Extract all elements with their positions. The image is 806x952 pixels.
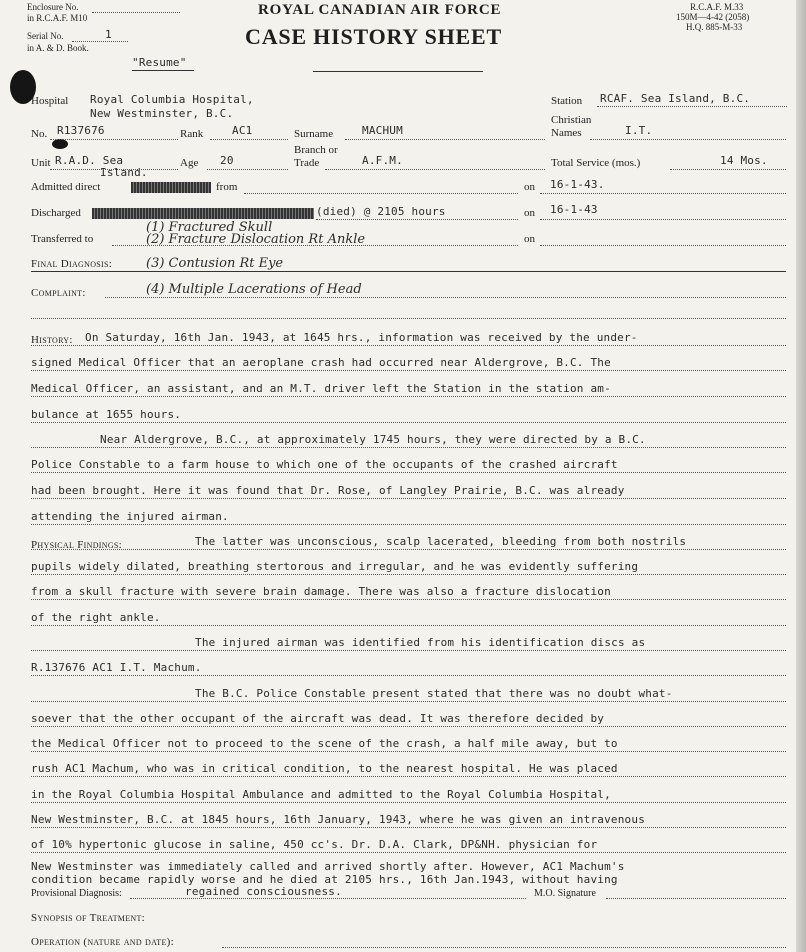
rank-line: [210, 139, 288, 140]
diagnosis-3: (3) Contusion Rt Eye: [146, 256, 284, 271]
ruled-line: [31, 599, 786, 600]
unit-value: R.A.D. Sea: [55, 154, 124, 167]
christian-label-2: Names: [551, 127, 582, 139]
branch-label-1: Branch or: [294, 144, 338, 156]
ink-blot-mark-small: [52, 139, 68, 149]
age-value: 20: [220, 154, 234, 167]
station-value: RCAF. Sea Island, B.C.: [600, 92, 751, 105]
final-diagnosis-label: Final Diagnosis:: [31, 258, 113, 270]
physical-line: from a skull fracture with severe brain damage. There was also a fracture dislocation: [31, 585, 611, 598]
history-line: attending the injured airman.: [31, 510, 229, 523]
discharged-on-value: 16-1-43: [550, 203, 598, 216]
form-code-1: R.C.A.F. M.33: [690, 2, 744, 12]
surname-value: MACHUM: [362, 124, 403, 137]
station-label: Station: [551, 95, 583, 107]
transferred-on-line: [540, 245, 786, 246]
discharged-on-label: on: [524, 207, 535, 219]
physical-line: New Westminster, B.C. at 1845 hours, 16th January, 1943, where he was given an intravenous: [31, 813, 646, 826]
history-line: bulance at 1655 hours.: [31, 408, 182, 421]
total-service-value: 14 Mos.: [720, 154, 768, 167]
history-line: Near Aldergrove, B.C., at approximately 1745 hours, they were directed by a B.C.: [100, 433, 646, 446]
physical-line: R.137676 AC1 I.T. Machum.: [31, 661, 202, 674]
provisional-diagnosis-label: Provisional Diagnosis:: [31, 888, 122, 899]
ruled-line: [31, 549, 786, 550]
resume-label: "Resume": [132, 56, 187, 69]
physical-line: of 10% hypertonic glucose in saline, 450 cc's. Dr. D.A. Clark, DP&NH. physician for: [31, 838, 598, 851]
diagnosis-2: (2) Fracture Dislocation Rt Ankle: [146, 232, 366, 247]
physical-line: The injured airman was identified from his identification discs as: [195, 636, 646, 649]
discharged-label: Discharged: [31, 207, 81, 219]
total-service-line: [670, 169, 786, 170]
no-line: [50, 139, 178, 140]
physical-line: New Westminster was immediately called and arrived shortly after. However, AC1 Machum's: [31, 860, 625, 873]
age-label: Age: [180, 157, 199, 169]
serial-no-label: Serial No.: [27, 31, 64, 41]
transferred-line: [112, 245, 518, 246]
christian-label-1: Christian: [551, 114, 592, 126]
admitted-on-line: [540, 193, 786, 194]
admitted-on-label: on: [524, 181, 535, 193]
ruled-line: [31, 675, 786, 676]
org-title: ROYAL CANADIAN AIR FORCE: [258, 2, 502, 18]
christian-names-value: I.T.: [625, 124, 653, 137]
branch-label-2: Trade: [294, 157, 320, 169]
serial-no-value: 1: [105, 28, 112, 41]
sheet-title: CASE HISTORY SHEET: [245, 24, 502, 49]
in-rcaf-label: in R.C.A.F. M10: [27, 13, 88, 23]
physical-line: condition became rapidly worse and he died at 2105 hrs., 16th Jan.1943, without having: [31, 873, 618, 886]
physical-line-last: regained consciousness.: [185, 885, 342, 898]
serial-no-line: [72, 41, 128, 42]
christian-names-line: [590, 139, 786, 140]
physical-line: pupils widely dilated, breathing stertorous and irregular, and he was evidently suffering: [31, 560, 639, 573]
surname-line: [345, 139, 545, 140]
ruled-line: [31, 396, 786, 397]
ruled-line: [31, 751, 786, 752]
mo-signature-line: [606, 898, 786, 899]
ruled-line: [31, 345, 786, 346]
complaint-line: [105, 297, 786, 298]
total-service-label: Total Service (mos.): [551, 157, 641, 169]
redacted-text-2: [92, 208, 314, 219]
ruled-line: [31, 574, 786, 575]
ruled-line: [31, 827, 786, 828]
ruled-line: [31, 370, 786, 371]
history-label: History:: [31, 334, 73, 346]
ruled-line: [31, 524, 786, 525]
discharged-died-value: (died) @ 2105 hours: [316, 205, 446, 218]
history-line: On Saturday, 16th Jan. 1943, at 1645 hrs., information was received by the under-: [85, 331, 638, 344]
rank-value: AC1: [232, 124, 253, 137]
physical-line: of the right ankle.: [31, 611, 161, 624]
ruled-line: [31, 422, 786, 423]
ruled-line: [31, 472, 786, 473]
no-label: No.: [31, 128, 48, 140]
mo-signature-label: M.O. Signature: [534, 888, 596, 899]
history-line: had been brought. Here it was found that Dr. Rose, of Langley Prairie, B.C. was already: [31, 484, 625, 497]
redacted-text: [131, 182, 211, 193]
in-ad-book-label: in A. & D. Book.: [27, 43, 89, 53]
ruled-line: [31, 776, 786, 777]
final-diagnosis-rule: [31, 271, 786, 272]
enclosure-line: [92, 12, 180, 13]
hospital-label: Hospital: [31, 95, 69, 107]
ruled-line: [31, 726, 786, 727]
complaint-label: Complaint:: [31, 287, 86, 299]
no-value: R137676: [57, 124, 105, 137]
unit-value-2: Island.: [100, 166, 148, 179]
operation-label: Operation (nature and date):: [31, 936, 174, 948]
provisional-line: [130, 898, 526, 899]
physical-line: soever that the other occupant of the aircraft was dead. It was therefore decided by: [31, 712, 605, 725]
hospital-value: Royal Columbia Hospital,: [90, 93, 254, 106]
unit-label: Unit: [31, 157, 51, 169]
ruled-line: [31, 625, 786, 626]
diagnosis-4: (4) Multiple Lacerations of Head: [146, 282, 362, 297]
ruled-line: [31, 447, 786, 448]
physical-line: the Medical Officer not to proceed to the scene of the crash, a half mile away, but to: [31, 737, 618, 750]
form-code-3: H.Q. 885-M-33: [686, 22, 743, 32]
ruled-line: [31, 650, 786, 651]
ruled-line: [31, 498, 786, 499]
history-line: Medical Officer, an assistant, and an M.T. driver left the Station in the station am-: [31, 382, 611, 395]
unit-line: [50, 169, 178, 170]
admitted-from-label: from: [216, 181, 238, 193]
physical-line: The B.C. Police Constable present stated that there was no doubt what-: [195, 687, 673, 700]
admitted-on-value: 16-1-43.: [550, 178, 605, 191]
scan-edge: [796, 0, 806, 952]
station-line: [597, 106, 787, 107]
ruled-line: [31, 701, 786, 702]
physical-line: The latter was unconscious, scalp lacerated, bleeding from both nostrils: [195, 535, 687, 548]
rank-label: Rank: [180, 128, 204, 140]
history-line: signed Medical Officer that an aeroplane crash had occurred near Aldergrove, B.C. The: [31, 356, 611, 369]
ruled-line: [31, 802, 786, 803]
operation-line: [222, 947, 786, 948]
history-line: Police Constable to a farm house to which one of the occupants of the crashed aircraft: [31, 458, 618, 471]
discharged-on-line: [540, 219, 786, 220]
diagnosis-1: (1) Fractured Skull: [146, 220, 273, 235]
surname-label: Surname: [294, 128, 334, 140]
admitted-from-line: [244, 193, 518, 194]
form-code-2: 150M—4-42 (2058): [676, 12, 750, 22]
resume-underline: [132, 70, 194, 71]
physical-line: in the Royal Columbia Hospital Ambulance and admitted to the Royal Columbia Hospital,: [31, 788, 611, 801]
physical-findings-label: Physical Findings:: [31, 539, 122, 551]
ruled-line: [31, 852, 786, 853]
admitted-label: Admitted direct: [31, 181, 101, 193]
blank-line: [31, 318, 786, 319]
branch-line: [325, 169, 545, 170]
branch-value: A.F.M.: [362, 154, 403, 167]
transferred-label: Transferred to: [31, 233, 94, 245]
title-underline: [313, 71, 483, 72]
enclosure-label: Enclosure No.: [27, 2, 79, 12]
transferred-on-label: on: [524, 233, 535, 245]
hospital-city-value: New Westminster, B.C.: [90, 107, 234, 120]
physical-line: rush AC1 Machum, who was in critical condition, to the nearest hospital. He was placed: [31, 762, 618, 775]
discharged-line: [316, 219, 518, 220]
synopsis-label: Synopsis of Treatment:: [31, 912, 146, 924]
age-line: [207, 169, 288, 170]
